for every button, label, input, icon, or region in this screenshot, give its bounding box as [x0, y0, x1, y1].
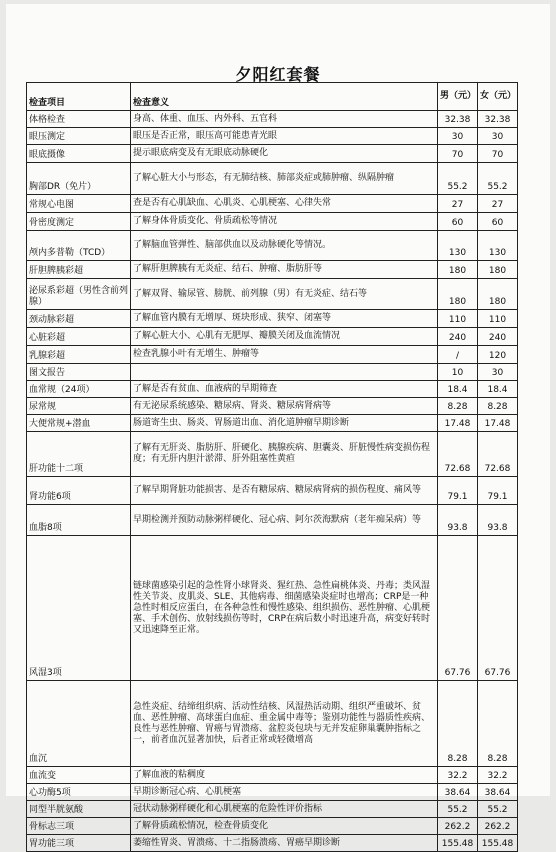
table-row	[27, 477, 518, 505]
row-meaning	[131, 364, 438, 381]
row-price-male: 130	[438, 231, 478, 261]
row-item: 血流变	[27, 767, 131, 784]
row-item: 胃功能三项	[27, 835, 131, 852]
row-meaning: 链球菌感染引起的急性肾小球肾炎、猩红热、急性扁桃体炎、丹毒；类风湿性关节炎、皮肌炎、SLE、其他病毒、细菌感染炎症时也增高；CRP是一种急性时相反应蛋白，在各种急性和慢性感染、组织损伤、恶性肿瘤、心肌梗塞、手术创伤、放射线损伤等时，CRP在病后数小时迅速升高，病变好转时又迅速降至正常。	[131, 536, 438, 681]
row-meaning: 了解心脏大小、心肌有无肥厚、瓣膜关闭及血流情况	[131, 328, 438, 346]
row-meaning: 眼压是否正常，眼压高可能患青光眼	[131, 128, 438, 145]
row-price-female: 17.48	[478, 415, 518, 432]
header-female: 女（元）	[478, 83, 518, 111]
header-meaning: 检查意义	[131, 83, 438, 111]
row-price-female: 180	[478, 279, 518, 310]
document-page	[6, 4, 550, 849]
row-item: 乳腺彩超	[27, 346, 131, 364]
row-price-male: 72.68	[438, 432, 478, 477]
row-price-female: 72.68	[478, 432, 518, 477]
row-price-male: 70	[438, 145, 478, 163]
row-price-male: 18.4	[438, 381, 478, 398]
row-item: 肾功能6项	[27, 477, 131, 505]
row-item: 图文报告	[27, 364, 131, 381]
table-row	[27, 801, 518, 818]
row-item: 心功酶5项	[27, 784, 131, 801]
row-price-female: 262.2	[478, 818, 518, 835]
header-male: 男（元）	[438, 83, 478, 111]
row-price-female: 120	[478, 346, 518, 364]
row-price-female: 55.2	[478, 163, 518, 195]
row-item: 颈动脉彩超	[27, 310, 131, 328]
row-meaning: 肠道寄生虫、肠炎、胃肠道出血、消化道肿瘤早期诊断	[131, 415, 438, 432]
table-body	[27, 111, 518, 852]
row-price-female: 70	[478, 145, 518, 163]
row-meaning: 提示眼底病变及有无眼底动脉硬化	[131, 145, 438, 163]
row-price-male: 180	[438, 261, 478, 279]
table-row	[27, 346, 518, 364]
row-meaning: 早期诊断冠心病、心肌梗塞	[131, 784, 438, 801]
row-item: 颅内多普勒（TCD）	[27, 231, 131, 261]
row-price-male: 8.28	[438, 398, 478, 415]
row-price-male: 155.48	[438, 835, 478, 852]
header-item: 检查项目	[27, 83, 131, 111]
table-row	[27, 364, 518, 381]
row-price-female: 8.28	[478, 681, 518, 767]
table-row	[27, 381, 518, 398]
row-price-male: 17.48	[438, 415, 478, 432]
row-meaning: 萎缩性胃炎、胃溃疡、十二指肠溃疡、胃癌早期诊断	[131, 835, 438, 852]
table-row	[27, 536, 518, 681]
table-row	[27, 835, 518, 852]
row-item: 血常规（24项）	[27, 381, 131, 398]
row-price-female: 79.1	[478, 477, 518, 505]
row-item: 血脂8项	[27, 505, 131, 536]
row-price-female: 60	[478, 213, 518, 231]
row-price-female: 32.2	[478, 767, 518, 784]
row-price-male: 79.1	[438, 477, 478, 505]
row-price-male: 32.2	[438, 767, 478, 784]
row-meaning: 了解脑血管弹性、脑部供血以及动脉硬化等情况。	[131, 231, 438, 261]
header-row	[27, 83, 518, 111]
row-meaning: 冠状动脉粥样硬化和心肌梗塞的危险性评价指标	[131, 801, 438, 818]
row-item: 肝胆脾胰彩超	[27, 261, 131, 279]
row-item: 常规心电图	[27, 195, 131, 213]
row-meaning: 了解血管内膜有无增厚、斑块形成、狭窄、闭塞等	[131, 310, 438, 328]
table-row	[27, 328, 518, 346]
row-meaning: 了解身体骨质变化、骨质疏松等情况	[131, 213, 438, 231]
row-item: 同型半胱氨酸	[27, 801, 131, 818]
row-price-female: 27	[478, 195, 518, 213]
row-price-female: 32.38	[478, 111, 518, 128]
row-price-female: 180	[478, 261, 518, 279]
row-price-female: 55.2	[478, 801, 518, 818]
row-item: 体格检查	[27, 111, 131, 128]
table-row	[27, 310, 518, 328]
table-row	[27, 681, 518, 767]
row-meaning: 身高、体重、血压、内外科、五官科	[131, 111, 438, 128]
row-price-male: 110	[438, 310, 478, 328]
row-price-female: 155.48	[478, 835, 518, 852]
row-item: 肝功能十二项	[27, 432, 131, 477]
table-row	[27, 279, 518, 310]
row-price-female: 130	[478, 231, 518, 261]
row-price-male: 27	[438, 195, 478, 213]
row-price-male: 180	[438, 279, 478, 310]
row-item: 泌尿系彩超（男性含前列腺）	[27, 279, 131, 310]
row-item: 眼压测定	[27, 128, 131, 145]
row-meaning: 有无泌尿系统感染、糖尿病、肾炎、糖尿病肾病等	[131, 398, 438, 415]
row-item: 尿常规	[27, 398, 131, 415]
table-row	[27, 261, 518, 279]
row-price-female: 30	[478, 128, 518, 145]
row-price-male: 8.28	[438, 681, 478, 767]
checkup-table	[26, 82, 518, 852]
row-price-male: 32.38	[438, 111, 478, 128]
table-row	[27, 111, 518, 128]
row-meaning: 急性炎症、结缔组织病、活动性结核、风湿热活动期、组织严重破坏、贫血、恶性肿瘤、高球蛋白血症、重金属中毒等；鉴别功能性与器质性疾病、良性与恶性肿瘤、胃癌与胃溃疡、盆腔炎包块与无并发症卵巢囊肿指标之一，前者血沉显著加快，后者正常或轻微增高	[131, 681, 438, 767]
row-price-male: 30	[438, 128, 478, 145]
row-price-male: 67.76	[438, 536, 478, 681]
row-price-female: 93.8	[478, 505, 518, 536]
row-price-female: 67.76	[478, 536, 518, 681]
table-row	[27, 784, 518, 801]
table-row	[27, 432, 518, 477]
row-item: 眼底摄像	[27, 145, 131, 163]
page-title: 夕阳红套餐	[235, 65, 321, 84]
row-meaning: 了解血液的粘稠度	[131, 767, 438, 784]
row-meaning: 了解肝胆脾胰有无炎症、结石、肿瘤、脂肪肝等	[131, 261, 438, 279]
row-meaning: 查是否有心肌缺血、心肌炎、心肌梗塞、心律失常	[131, 195, 438, 213]
row-item: 大便常规+潜血	[27, 415, 131, 432]
row-price-male: 10	[438, 364, 478, 381]
table-row	[27, 398, 518, 415]
row-item: 胸部DR（免片）	[27, 163, 131, 195]
row-price-female: 18.4	[478, 381, 518, 398]
row-price-male: 60	[438, 213, 478, 231]
table-row	[27, 213, 518, 231]
table-row	[27, 231, 518, 261]
row-price-female: 110	[478, 310, 518, 328]
row-meaning: 了解骨质疏松情况，检查骨质变化	[131, 818, 438, 835]
row-item: 血沉	[27, 681, 131, 767]
table-row	[27, 195, 518, 213]
table-row	[27, 163, 518, 195]
row-price-female: 30	[478, 364, 518, 381]
table-row	[27, 145, 518, 163]
row-meaning: 了解心脏大小与形态，有无肺结核、肺部炎症或肺肿瘤、纵隔肿瘤	[131, 163, 438, 195]
row-item: 骨标志三项	[27, 818, 131, 835]
row-price-female: 38.64	[478, 784, 518, 801]
table-row	[27, 505, 518, 536]
row-meaning: 了解是否有贫血、血液病的早期筛查	[131, 381, 438, 398]
row-meaning: 检查乳腺小叶有无增生、肿瘤等	[131, 346, 438, 364]
row-item: 骨密度测定	[27, 213, 131, 231]
row-price-male: 55.2	[438, 801, 478, 818]
row-price-male: 38.64	[438, 784, 478, 801]
row-price-male: 240	[438, 328, 478, 346]
row-meaning: 早期检测并预防动脉粥样硬化、冠心病、阿尔茨海默病（老年痴呆病）等	[131, 505, 438, 536]
row-item: 心脏彩超	[27, 328, 131, 346]
table-row	[27, 767, 518, 784]
row-price-female: 240	[478, 328, 518, 346]
row-item: 风湿3项	[27, 536, 131, 681]
table-row	[27, 128, 518, 145]
row-price-male: /	[438, 346, 478, 364]
table-row	[27, 415, 518, 432]
table-row	[27, 818, 518, 835]
row-price-female: 8.28	[478, 398, 518, 415]
row-price-male: 55.2	[438, 163, 478, 195]
row-meaning: 了解双肾、输尿管、膀胱、前列腺（男）有无炎症、结石等	[131, 279, 438, 310]
row-meaning: 了解早期肾脏功能损害、是否有糖尿病、糖尿病肾病的损伤程度、痛风等	[131, 477, 438, 505]
row-price-male: 262.2	[438, 818, 478, 835]
row-meaning: 了解有无肝炎、脂肪肝、肝硬化、胰腺疾病、胆囊炎、肝脏慢性病变损伤程度；有无肝内胆汁淤滞、肝外阻塞性黄疸	[131, 432, 438, 477]
row-price-male: 93.8	[438, 505, 478, 536]
